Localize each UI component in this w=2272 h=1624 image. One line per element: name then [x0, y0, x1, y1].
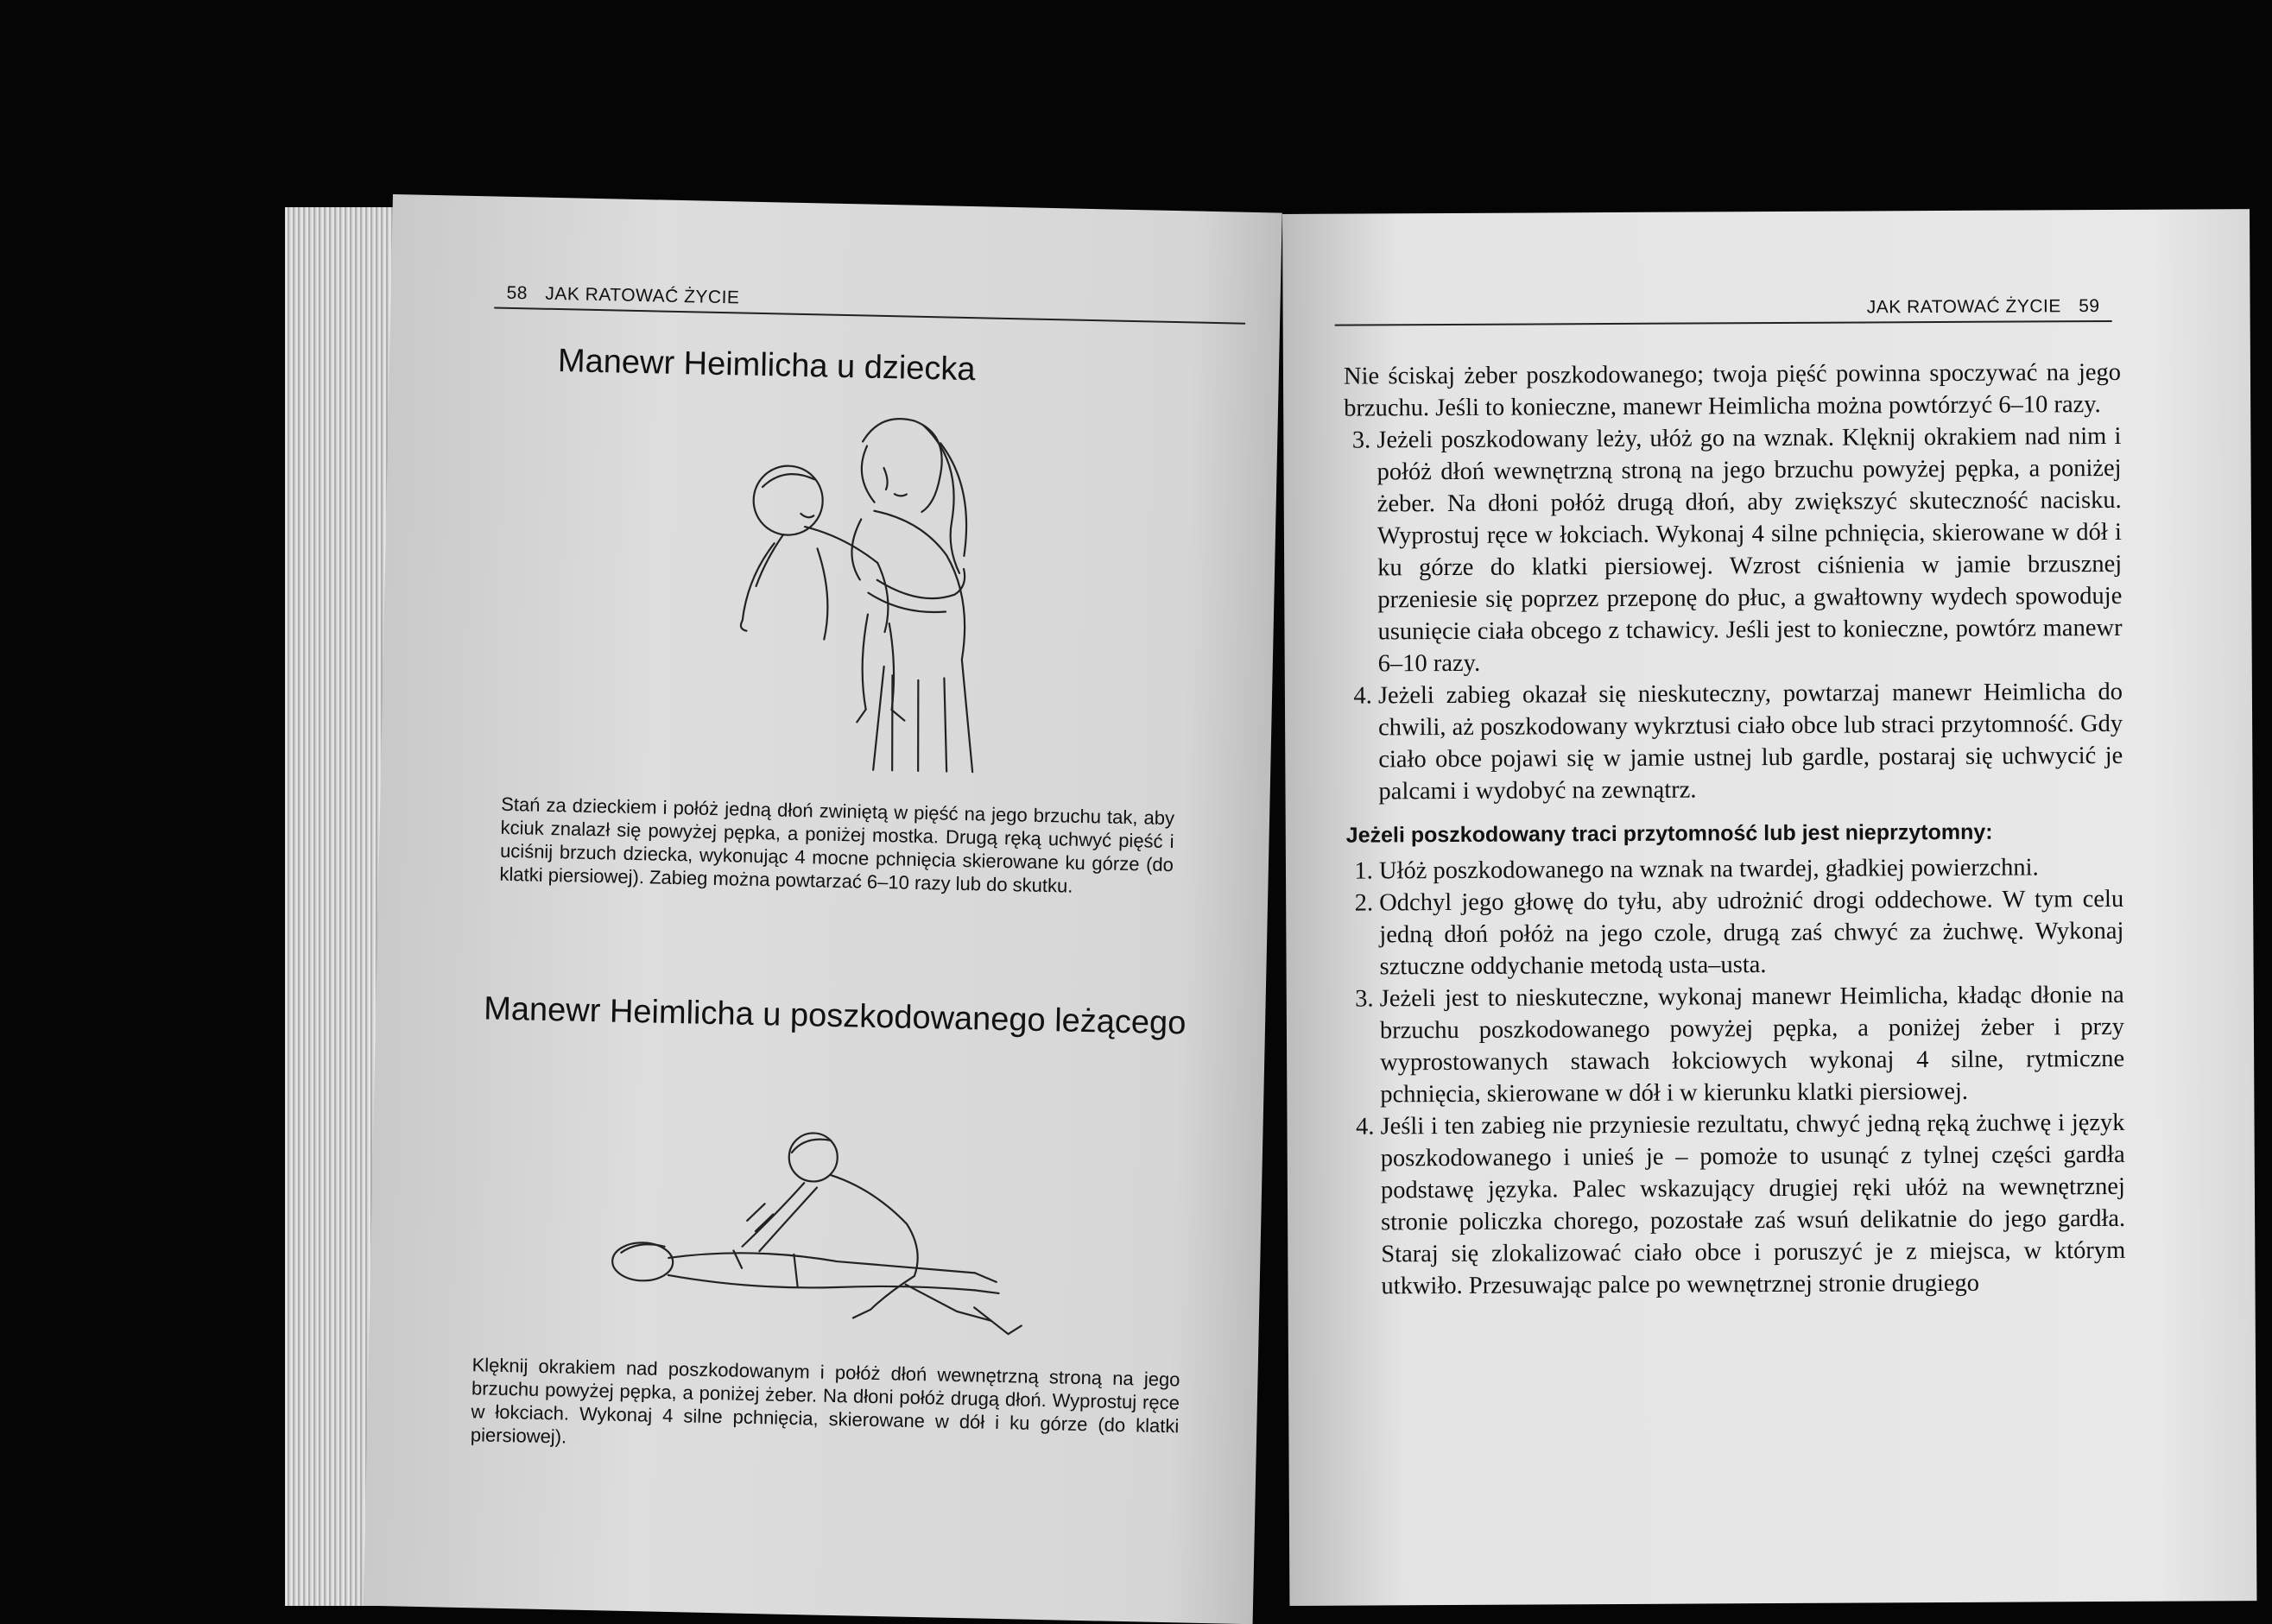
right-page-number: 59 — [2079, 296, 2100, 317]
intro-paragraph: Nie ściskaj żeber poszkodowanego; twoja pięść powinna spoczywać na jego brzuchu. Jeśli to konieczne, manewr Heimlicha można powtórzyć 6–10 razy. — [1343, 358, 2122, 422]
numbered-list-conscious — [1344, 420, 2123, 808]
right-running-head — [1335, 296, 2112, 326]
lying-heimlich-illustration — [524, 1113, 1082, 1357]
right-page — [1282, 209, 2256, 1606]
right-running-head-title: JAK RATOWAĆ ŻYCIE — [1866, 296, 2061, 318]
numbered-list-unconscious — [1346, 851, 2126, 1303]
section-title-child: Manewr Heimlicha u dziecka — [557, 343, 976, 389]
right-body-text — [1344, 357, 2126, 1303]
left-running-head-title: JAK RATOWAĆ ŻYCIE — [545, 283, 740, 308]
list-item: 1. Ułóż poszkodowanego na wznak na twardej, gładkiej powierzchni. — [1379, 851, 2123, 888]
caption-lying-heimlich: Klęknij okrakiem nad poszkodowanym i połóż dłoń wewnętrzną stroną na jego brzuchu powyżej pępka, a poniżej żeber. Na dłoni połóż drugą dłoń. Wyprostuj ręce w łokciach. Wykonaj 4 silne pchnięcia, skierowane w dół i ku górze (do klatki piersiowej). — [470, 1354, 1180, 1448]
left-running-head — [494, 282, 1245, 324]
section-title-lying: Manewr Heimlicha u poszkodowanego leżącego — [483, 990, 1187, 1042]
list-item: 4. Jeżeli zabieg okazał się nieskuteczny, powtarzaj manewr Heimlicha do chwili, aż poszkodowany wykrztusi ciało obce lub straci przytomność. Gdy ciało obce pojawi się w jamie ustnej lub gardle, postaraj się uchwycić je palcami i wydobyć na zewnątrz. — [1378, 676, 2123, 808]
list-item: 4. Jeśli i ten zabieg nie przyniesie rezultatu, chwyć jedną ręką żuchwę i język poszkodowanego i unieś je – pomoże to usunąć z tylnej części gardła podstawę języka. Palec wskazujący drugiej ręki ułóż na wewnętrznej stronie policzka chorego, pozostałe zaś wsuń delikatnie do jego gardła. Staraj się zlokalizować ciało obce i poruszyć je z miejsca, w którym utkwiło. Przesuwając palce po wewnętrznej stronie drugiego — [1380, 1107, 2125, 1303]
left-page-number: 58 — [506, 282, 528, 304]
list-item: 2. Odchyl jego głowę do tyłu, aby udrożnić drogi oddechowe. W tym celu jedną dłoń połóż na jego czole, drugą zaś chwyć za żuchwę. Wykonaj sztuczne oddychanie metodą usta–usta. — [1379, 883, 2124, 983]
list-item: 3. Jeżeli poszkodowany leży, ułóż go na wznak. Klęknij okrakiem nad nim i połóż dłoń wewnętrzną stroną na jego brzuchu powyżej pępka, a poniżej żeber. Na dłoni połóż drugą dłoń, aby zwiększyć skuteczność nacisku. Wyprostuj ręce w łokciach. Wykonaj 4 silne pchnięcia, skierowane w dół i ku górze do klatki piersiowej. Wzrost ciśnienia w jamie brzusznej przeniesie się poprzez przeponę do płuc, a gwałtowny wydech spowoduje usunięcie ciała obcego z tchawicy. Jeśli jest to konieczne, powtórz manewr 6–10 razy. — [1376, 420, 2123, 680]
child-heimlich-illustration — [657, 403, 1028, 782]
subheading-unconscious: Jeżeli poszkodowany traci przytomność lub jest nieprzytomny: — [1345, 819, 1993, 848]
list-item: 3. Jeżeli jest to nieskuteczne, wykonaj manewr Heimlicha, kładąc dłonie na brzuchu poszkodowanego powyżej pępka, a poniżej żeber i przy wyprostowanych stawach łokciowych wykonaj 4 silne, rytmiczne pchnięcia, skierowane w dół i w kierunku klatki piersiowej. — [1380, 979, 2125, 1111]
left-page — [364, 194, 1282, 1624]
caption-child-heimlich: Stań za dzieckiem i połóż jedną dłoń zwiniętą w pięść na jego brzuchu tak, aby kciuk znalazł się powyżej pępka, a poniżej mostka. Drugą ręką uchwyć pięść i uciśnij brzuch dziecka, wykonując 4 mocne pchnięcia skierowane ku górze (do klatki piersiowej). Zabieg można powtarzać 6–10 razy lub do skutku. — [499, 793, 1175, 897]
